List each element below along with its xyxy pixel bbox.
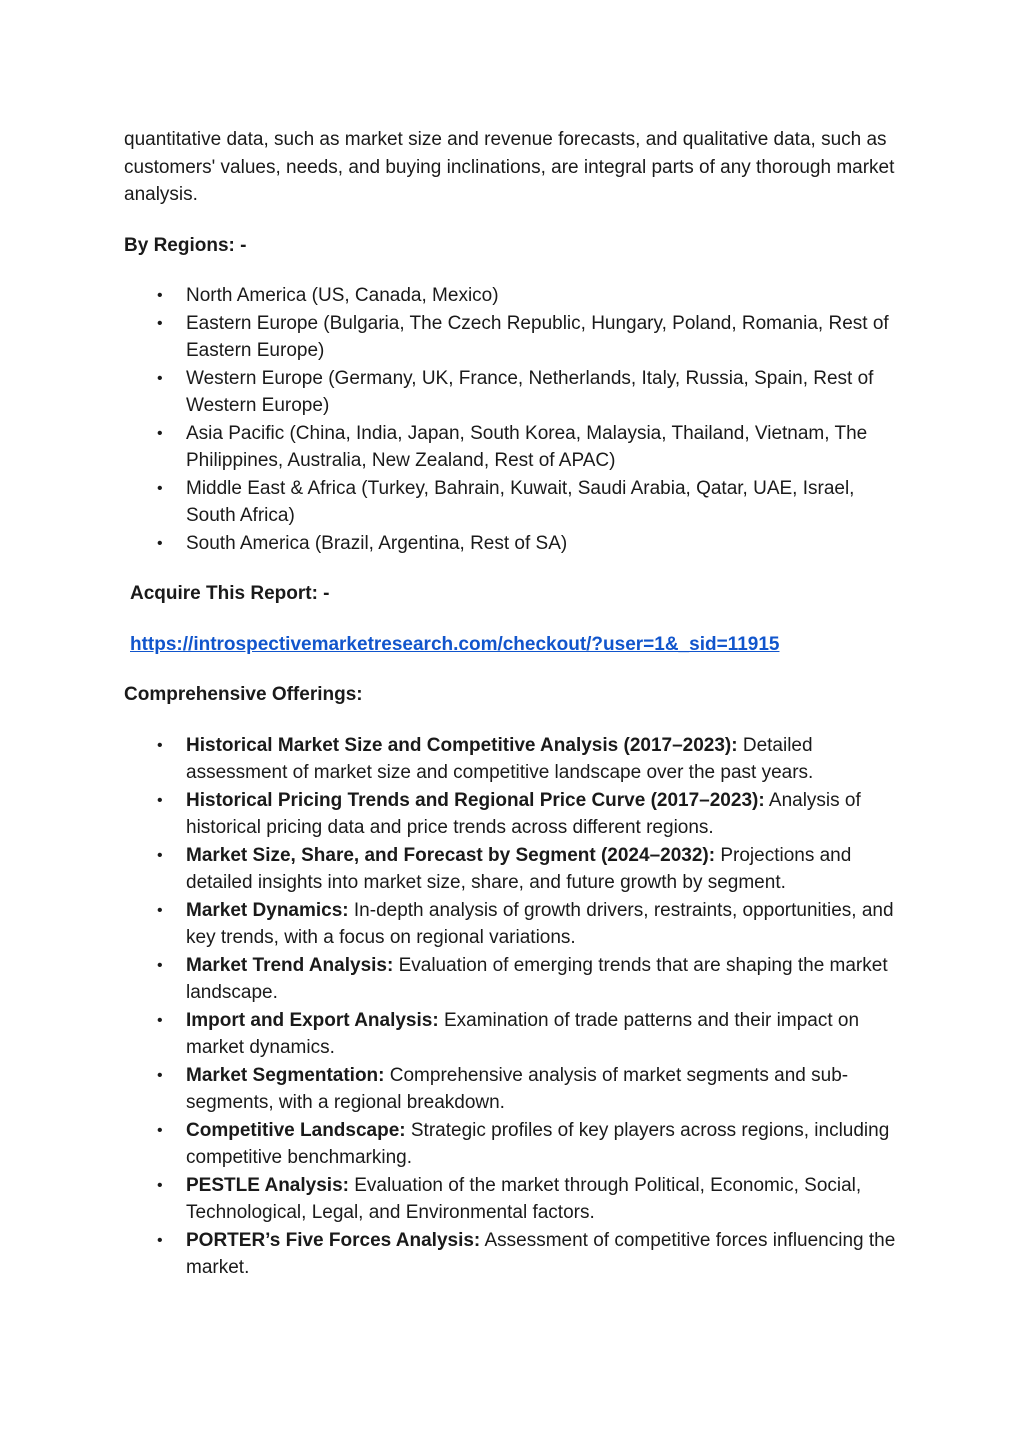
bullet-icon: •: [157, 314, 163, 332]
offering-text: Analysis of historical pricing data and price trends across different regions.: [186, 789, 861, 838]
regions-heading: By Regions: -: [124, 234, 247, 256]
checkout-link[interactable]: https://introspectivemarketresearch.com/checkout/?user=1&_sid=11915: [130, 633, 780, 655]
bullet-icon: •: [157, 534, 163, 552]
offering-lead: PORTER’s Five Forces Analysis:: [186, 1229, 481, 1251]
offering-lead: Market Dynamics:: [186, 899, 349, 921]
region-text: Middle East & Africa (Turkey, Bahrain, Kuwait, Saudi Arabia, Qatar, UAE, Israel, South Africa): [186, 477, 855, 526]
regions-list: [124, 282, 904, 557]
region-text: Asia Pacific (China, India, Japan, South Korea, Malaysia, Thailand, Vietnam, The Philippines, Australia, New Zealand, Rest of APAC): [186, 422, 868, 471]
offering-text: Evaluation of the market through Political, Economic, Social, Technological, Legal, and Environmental factors.: [186, 1174, 862, 1223]
offering-lead: Market Size, Share, and Forecast by Segment (2024–2032):: [186, 844, 716, 866]
bullet-icon: •: [157, 1231, 163, 1249]
list-item: [124, 732, 904, 787]
acquire-heading: Acquire This Report: -: [130, 583, 330, 604]
offering-text: Strategic profiles of key players across regions, including competitive benchmarking.: [186, 1119, 890, 1168]
list-item: [124, 1007, 904, 1062]
offering-lead: Competitive Landscape:: [186, 1119, 406, 1141]
bullet-icon: •: [157, 956, 163, 974]
offering-text: In-depth analysis of growth drivers, restraints, opportunities, and key trends, with a focus on regional variations.: [186, 899, 894, 948]
bullet-icon: •: [157, 901, 163, 919]
region-text: Eastern Europe (Bulgaria, The Czech Republic, Hungary, Poland, Romania, Rest of Eastern Europe): [186, 312, 889, 361]
list-item: [124, 420, 904, 475]
offering-lead: Historical Pricing Trends and Regional Price Curve (2017–2023):: [186, 789, 765, 811]
offering-text: Assessment of competitive forces influencing the market.: [186, 1229, 896, 1278]
bullet-icon: •: [157, 369, 163, 387]
bullet-icon: •: [157, 1066, 163, 1084]
bullet-icon: •: [157, 287, 163, 304]
list-item: [124, 842, 904, 897]
list-item: [124, 952, 904, 1007]
bullet-icon: •: [157, 479, 163, 497]
offering-text: Evaluation of emerging trends that are shaping the market landscape.: [186, 954, 888, 1003]
list-item: [124, 310, 904, 365]
region-text: North America (US, Canada, Mexico): [186, 285, 499, 306]
offering-lead: Market Segmentation:: [186, 1064, 385, 1086]
offerings-heading: Comprehensive Offerings:: [124, 684, 363, 705]
list-item: [124, 1227, 904, 1282]
list-item: [124, 1117, 904, 1172]
region-text: Western Europe (Germany, UK, France, Netherlands, Italy, Russia, Spain, Rest of Western Europe): [186, 367, 874, 416]
region-text: South America (Brazil, Argentina, Rest of SA): [186, 532, 568, 554]
bullet-icon: •: [157, 791, 163, 809]
list-item: [124, 365, 904, 420]
offering-text: Comprehensive analysis of market segments and sub-segments, with a regional breakdown.: [186, 1064, 849, 1113]
offerings-list: [124, 732, 904, 1282]
offering-lead: Import and Export Analysis:: [186, 1009, 439, 1031]
list-item: [124, 1062, 904, 1117]
acquire-link-line: [130, 631, 904, 659]
list-item: [124, 787, 904, 842]
document-page: [124, 126, 904, 1305]
offering-lead: Historical Market Size and Competitive Analysis (2017–2023):: [186, 734, 738, 756]
list-item: [124, 475, 904, 530]
offering-text: Detailed assessment of market size and competitive landscape over the past years.: [186, 734, 814, 783]
list-item: [124, 530, 904, 558]
bullet-icon: •: [157, 1121, 163, 1139]
bullet-icon: •: [157, 846, 163, 864]
bullet-icon: •: [157, 1176, 163, 1194]
list-item: [124, 282, 904, 310]
offering-text: Examination of trade patterns and their impact on market dynamics.: [186, 1009, 860, 1058]
bullet-icon: •: [157, 1011, 163, 1029]
list-item: [124, 897, 904, 952]
bullet-icon: •: [157, 736, 163, 754]
bullet-icon: •: [157, 424, 163, 442]
list-item: [124, 1172, 904, 1227]
offering-lead: PESTLE Analysis:: [186, 1174, 349, 1196]
offering-lead: Market Trend Analysis:: [186, 954, 394, 976]
offering-text: Projections and detailed insights into market size, share, and future growth by segment.: [186, 844, 852, 893]
intro-paragraph: quantitative data, such as market size and revenue forecasts, and qualitative data, such as customers' values, needs, and buying inclinations, are integral parts of any thorough market analysis.: [124, 129, 895, 205]
